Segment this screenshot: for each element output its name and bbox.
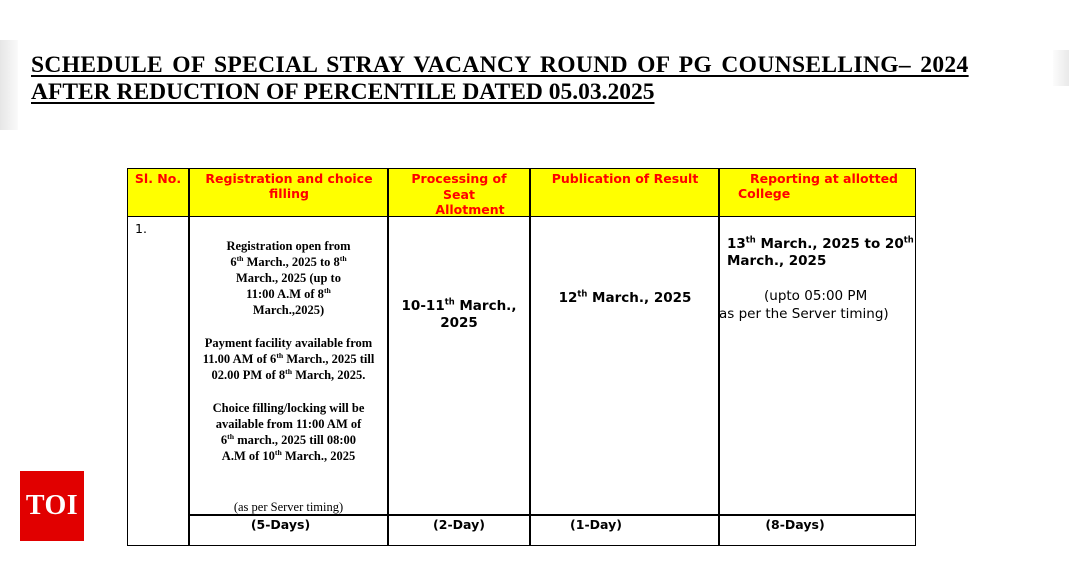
reporting-dates <box>727 236 917 270</box>
row-sl-no: 1. <box>135 221 147 236</box>
toi-logo-text: TOI <box>25 490 79 521</box>
text-part: A.M of 10 <box>221 449 275 463</box>
ordinal-suffix: th <box>276 350 284 360</box>
ordinal-suffix: th <box>227 431 235 441</box>
payment-line <box>189 351 388 367</box>
header-sl-no: Sl. No. <box>134 171 182 186</box>
header-processing-line-3: Allotment <box>435 202 505 217</box>
text-part: March, 2025. <box>292 368 366 382</box>
registration-line: March., 2025 (up to <box>236 271 341 285</box>
text-part: 10-11 <box>401 298 445 314</box>
reporting-note-line: (upto 05:00 PM <box>764 288 868 304</box>
header-publication: Publication of Result <box>551 171 699 186</box>
text-part: 13 <box>727 236 746 252</box>
server-timing-note: (as per Server timing) <box>233 500 344 514</box>
processing-date <box>389 298 529 332</box>
ordinal-suffix: th <box>323 285 331 295</box>
text-part: 6 <box>230 255 237 269</box>
text-part: 11.00 AM of 6 <box>202 352 277 366</box>
reporting-time-note <box>719 287 917 323</box>
text-part: 6 <box>220 433 228 447</box>
header-reporting <box>720 171 917 201</box>
registration-window-text <box>189 238 388 318</box>
page-edge-shadow-left <box>0 40 18 130</box>
header-reporting-line-2: College <box>738 186 791 201</box>
document-title <box>31 52 969 106</box>
processing-line <box>389 298 529 315</box>
reporting-note-line: as per the Server timing) <box>719 306 889 322</box>
header-registration: Registration and choice filling <box>205 171 373 201</box>
days-registration: (5-Days) <box>250 517 311 532</box>
ordinal-suffix: th <box>903 234 914 245</box>
schedule-table <box>127 168 916 546</box>
registration-line: Registration open from <box>226 239 351 253</box>
ordinal-suffix: th <box>339 253 347 263</box>
reporting-line <box>727 236 917 253</box>
title-line-2: AFTER REDUCTION OF PERCENTILE DATED 05.03.2025 <box>31 79 655 105</box>
payment-line: Payment facility available from <box>204 336 373 350</box>
text-part: March., <box>454 298 517 314</box>
choice-line <box>189 448 388 464</box>
days-processing: (2-Day) <box>433 517 485 532</box>
payment-window-text <box>189 335 388 383</box>
ordinal-suffix: th <box>285 366 293 376</box>
registration-line <box>189 286 388 302</box>
reporting-line: March., 2025 <box>727 253 827 269</box>
text-part: march., 2025 till 08:00 <box>234 433 357 447</box>
days-publication: (1-Day) <box>570 517 622 532</box>
choice-line <box>189 432 388 448</box>
ordinal-suffix: th <box>745 234 756 245</box>
text-part: March., 2025 <box>587 290 692 306</box>
text-part: 12 <box>558 290 578 306</box>
header-processing-line-2: Seat <box>443 186 475 202</box>
ordinal-suffix: th <box>236 253 244 263</box>
choice-line: available from 11:00 AM of <box>215 417 362 431</box>
text-part: 02.00 PM of 8 <box>211 368 286 382</box>
column-divider <box>529 169 531 545</box>
choice-line: Choice filling/locking will be <box>212 401 365 415</box>
days-reporting: (8-Days) <box>765 517 825 532</box>
payment-line <box>189 367 388 383</box>
publication-date <box>531 290 719 307</box>
header-processing <box>389 171 529 218</box>
text-part: March., 2025 <box>281 449 356 463</box>
registration-line: March.,2025) <box>252 303 325 317</box>
text-part: March., 2025 to 8 <box>243 255 340 269</box>
text-part: 11:00 A.M of 8 <box>246 287 324 301</box>
header-reporting-line-1: Reporting at allotted <box>750 171 898 186</box>
header-processing-line-1: Processing of <box>411 171 507 186</box>
column-divider <box>718 169 720 545</box>
text-part: March., 2025 till <box>283 352 375 366</box>
registration-line <box>189 254 388 270</box>
title-line-1: SCHEDULE OF SPECIAL STRAY VACANCY ROUND OF PG COUNSELLING– 2024 <box>31 52 969 78</box>
page-edge-shadow-right <box>1053 50 1069 86</box>
toi-logo <box>20 471 84 541</box>
ordinal-suffix: th <box>444 296 455 307</box>
ordinal-suffix: th <box>577 288 588 299</box>
text-part: March., 2025 to 20 <box>755 236 904 252</box>
processing-line: 2025 <box>440 315 478 331</box>
choice-filling-window-text <box>189 400 388 464</box>
ordinal-suffix: th <box>274 447 282 457</box>
